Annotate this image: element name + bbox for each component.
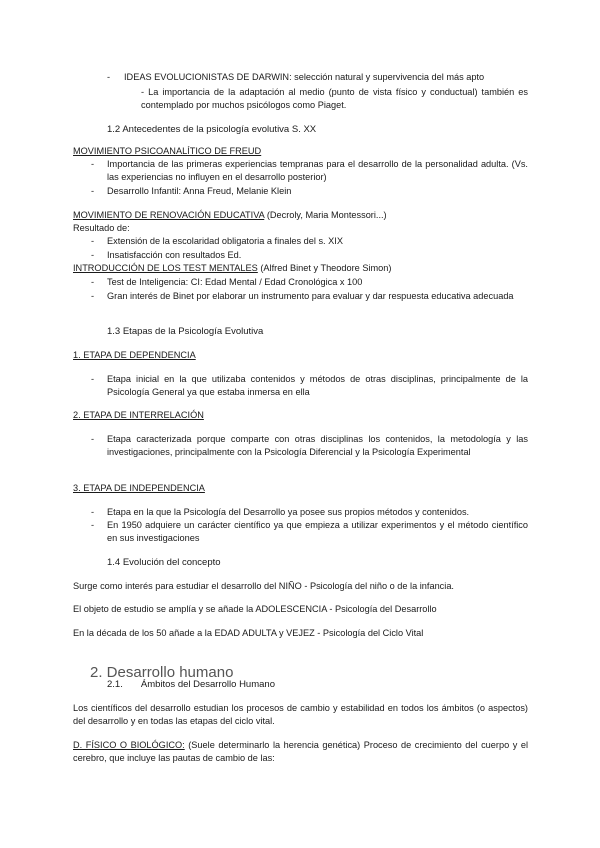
darwin-item: IDEAS EVOLUCIONISTAS DE DARWIN: selección natural y supervivencia del más apto — [124, 72, 485, 82]
etapa1-heading: 1. ETAPA DE DEPENDENCIA — [73, 350, 196, 360]
renovacion-result-label: Resultado de: — [73, 223, 130, 233]
ambitos-paragraph: Los científicos del desarrollo estudian los procesos de cambio y estabilidad en todos los ámbitos (o aspectos) del desarrollo y en todas las etapas del ciclo vital. — [73, 703, 528, 726]
etapa2-item-1: Etapa caracterizada porque comparte con otras disciplinas los contenidos, la metodología y las investigaciones, principalmente con la Psicología Diferencial y la Psicología Experimental — [107, 434, 528, 457]
renovacion-item-1: Extensión de la escolaridad obligatoria a finales del s. XIX — [107, 236, 343, 246]
concept-line-2: El objeto de estudio se amplía y se añade la ADOLESCENCIA - Psicología del Desarrollo — [73, 604, 437, 614]
bullet-dash: - — [91, 250, 95, 260]
tests-heading-line — [73, 262, 391, 275]
fisico-text: (Suele determinarlo la herencia genética) Proceso de crecimiento del cuerpo y el cerebro, que incluye las pautas de cambio de las: — [73, 740, 529, 763]
renovacion-heading: MOVIMIENTO DE RENOVACIÓN EDUCATIVA — [73, 210, 265, 220]
bullet-dash: - — [107, 72, 111, 82]
freud-item-2: Desarrollo Infantil: Anna Freud, Melanie Klein — [107, 186, 292, 196]
etapa1-item-1: Etapa inicial en la que utilizaba contenidos y métodos de otras disciplinas, principalmente de la Psicología General ya que estaba inmersa en ella — [107, 374, 528, 397]
bullet-dash: - — [91, 186, 95, 196]
bullet-dash: - — [91, 291, 95, 301]
etapa3-item-1: Etapa en la que la Psicología del Desarrollo ya posee sus propios métodos y contenidos. — [107, 507, 470, 517]
tests-item-1: Test de Inteligencia: CI: Edad Mental / Edad Cronológica x 100 — [107, 277, 363, 287]
section-2-1-number: 2.1. — [107, 679, 123, 690]
bullet-dash: - — [91, 277, 95, 287]
fisico-label: D. FÍSICO O BIOLÓGICO: — [73, 740, 185, 750]
concept-line-3: En la década de los 50 añade a la EDAD ADULTA y VEJEZ - Psicología del Ciclo Vital — [73, 628, 424, 638]
darwin-subitem: - La importancia de la adaptación al medio (punto de vista físico y conductual) también es contemplado por muchos psicólogos como Piaget. — [141, 87, 528, 110]
section-heading-1-2: 1.2 Antecedentes de la psicología evolutiva S. XX — [107, 124, 317, 135]
fisico-paragraph — [73, 739, 528, 765]
section-2-1-title: Ámbitos del Desarrollo Humano — [140, 679, 275, 690]
freud-item-1: Importancia de las primeras experiencias tempranas para el desarrollo de la personalidad adulta. (Vs. las experiencias no influyen en el desarrollo posterior) — [107, 159, 528, 182]
etapa3-item-2: En 1950 adquiere un carácter científico ya que empieza a utilizar experimentos y el método científico en sus investigaciones — [107, 520, 528, 543]
renovacion-item-2: Insatisfacción con resultados Ed. — [107, 250, 242, 260]
tests-heading: INTRODUCCIÓN DE LOS TEST MENTALES — [73, 263, 258, 273]
renovacion-authors: (Decroly, Maria Montessori...) — [264, 210, 387, 220]
section-2-1-heading — [107, 678, 275, 691]
freud-heading: MOVIMIENTO PSICOANALÍTICO DE FREUD — [73, 146, 262, 156]
tests-item-2: Gran interés de Binet por elaborar un instrumento para evaluar y dar respuesta educativa adecuada — [107, 291, 514, 301]
concept-line-1: Surge como interés para estudiar el desarrollo del NIÑO - Psicología del niño o de la infancia. — [73, 581, 454, 591]
bullet-dash: - — [91, 434, 95, 444]
section-heading-1-4: 1.4 Evolución del concepto — [107, 557, 221, 568]
etapa2-heading: 2. ETAPA DE INTERRELACIÓN — [73, 410, 204, 420]
chapter-2-heading: 2. Desarrollo humano — [90, 664, 234, 681]
section-heading-1-3: 1.3 Etapas de la Psicología Evolutiva — [107, 326, 264, 337]
bullet-dash: - — [91, 507, 95, 517]
bullet-dash: - — [91, 520, 95, 530]
bullet-dash: - — [91, 374, 95, 384]
renovacion-heading-line — [73, 209, 387, 222]
bullet-dash: - — [91, 159, 95, 169]
bullet-dash: - — [91, 236, 95, 246]
etapa3-heading: 3. ETAPA DE INDEPENDENCIA — [73, 483, 205, 493]
tests-authors: (Alfred Binet y Theodore Simon) — [257, 263, 392, 273]
